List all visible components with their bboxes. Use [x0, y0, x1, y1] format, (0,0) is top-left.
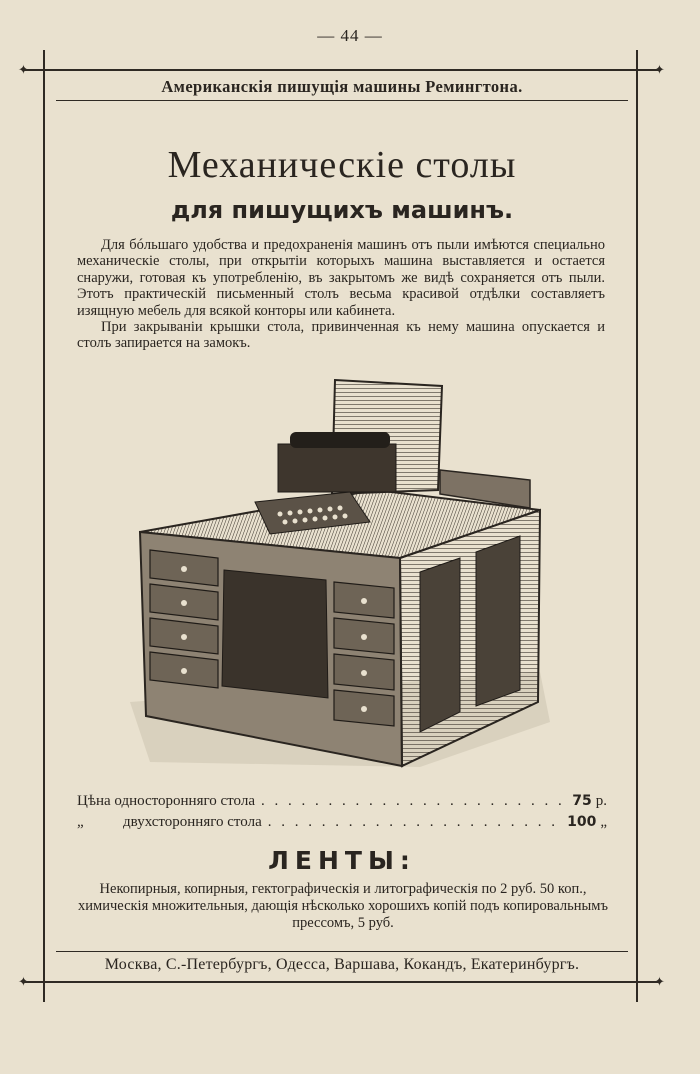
frame-top-rule	[24, 69, 660, 71]
frame-right-rule	[636, 50, 638, 1002]
price-row-double	[77, 814, 607, 831]
frame-bottom-rule	[24, 981, 660, 983]
running-header: Американскія пишущія машины Ремингтона.	[161, 77, 523, 96]
price-amount: 75	[572, 793, 592, 809]
corner-ornament: ✦	[18, 974, 29, 989]
corner-ornament: ✦	[654, 974, 665, 989]
description-paragraph: При закрываніи крышки стола, привинченная къ нему машина опускается и столъ запирается на замокъ.	[77, 319, 605, 352]
price-unit: „	[600, 814, 607, 830]
page-subtitle: для пишущихъ машинъ.	[170, 196, 514, 224]
price-row-single	[77, 793, 607, 810]
ditto-mark: „	[77, 814, 84, 830]
price-unit: р.	[595, 793, 607, 809]
ribbons-description: Некопирныя, копирныя, гектографическія и литографическія по 2 руб. 50 коп., химическія множительныя, дающія нѣсколько хорошихъ копій подъ копировальнымъ прессомъ, 5 руб.	[78, 881, 608, 931]
corner-ornament: ✦	[654, 62, 665, 77]
header-underline	[56, 100, 628, 101]
price-label: Цѣна односторонняго стола	[77, 793, 255, 809]
page-number: — 44 —	[317, 26, 383, 45]
price-label: двухсторонняго стола	[123, 814, 262, 830]
description	[77, 237, 605, 352]
footer-cities: Москва, С.-Петербургъ, Одесса, Варшава, Кокандъ, Екатеринбургъ.	[104, 956, 580, 973]
price-amount: 100	[567, 814, 597, 830]
description-paragraph: Для бóльшаго удобства и предохраненія машинъ отъ пыли имѣются специально механическіе столы, при открытіи которыхъ машина выставляется и остается снаружи, готовая къ употребленію, въ закрытомъ же видѣ сохраняется отъ пыли. Этотъ практическій письменный столъ весьма красивой отдѣлки составляетъ изящную мебель для всякой конторы или кабинета.	[77, 237, 605, 319]
page-title: Механическіе столы	[167, 144, 517, 186]
dot-leader	[268, 814, 561, 831]
ribbons-heading: ЛЕНТЫ:	[268, 846, 416, 875]
typewriter-desk-illustration	[120, 372, 560, 784]
corner-ornament: ✦	[18, 62, 29, 77]
dot-leader	[261, 793, 566, 810]
frame-left-rule	[43, 50, 45, 1002]
footer-overline	[56, 951, 628, 952]
